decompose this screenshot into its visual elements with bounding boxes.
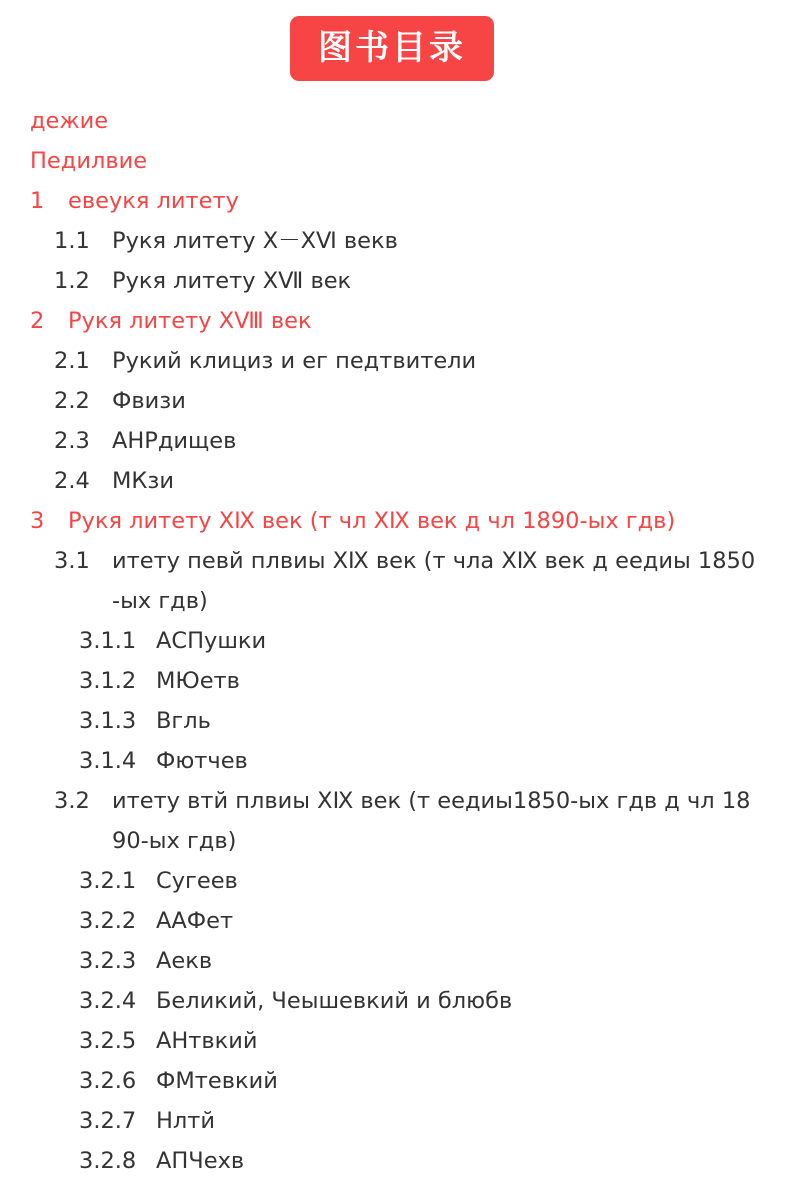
toc-subsection-number: 3.2.2 xyxy=(79,908,137,934)
toc-subsection-number: 3.1.2 xyxy=(79,668,137,694)
toc-subsection-3-2-3[interactable] xyxy=(0,941,790,981)
toc-subsection-title: Вгль xyxy=(156,708,211,734)
toc-chapter-1[interactable] xyxy=(0,181,790,221)
toc-entry-title: дежие xyxy=(30,108,109,134)
toc-section-title: итету втй плвиы ⅩⅨ век (т еедиы1850-ых гдв д чл 1890-ых гдв) xyxy=(112,788,751,854)
toc-subsection-3-2-4[interactable] xyxy=(0,981,790,1021)
toc-subsection-title: АСПушки xyxy=(156,628,267,654)
toc-subsection-title: АНтвкий xyxy=(156,1028,258,1054)
toc-section-1-2[interactable] xyxy=(0,261,790,301)
toc-chapter-number: 2 xyxy=(30,308,45,334)
toc-subsection-title: Сугеев xyxy=(156,868,238,894)
toc-subsection-number: 3.2.4 xyxy=(79,988,137,1014)
toc-subsection-number: 3.1.1 xyxy=(79,628,137,654)
toc-section-title: Рукий клициз и ег педтвители xyxy=(112,348,477,374)
toc-section-3-1[interactable] xyxy=(0,541,790,621)
toc-section-2-1[interactable] xyxy=(0,341,790,381)
toc-subsection-number: 3.2.6 xyxy=(79,1068,137,1094)
toc-section-number: 3.1 xyxy=(54,548,90,574)
header xyxy=(0,16,790,81)
toc-subsection-title: МЮетв xyxy=(156,668,240,694)
toc-chapter-2[interactable] xyxy=(0,301,790,341)
toc-section-title: Фвизи xyxy=(112,388,186,414)
toc-section-number: 2.1 xyxy=(54,348,90,374)
toc-chapter-number: 1 xyxy=(30,188,45,214)
toc-section-title: Рукя литету ⅩⅦ век xyxy=(112,268,352,294)
toc-chapter-title: евеукя литету xyxy=(68,188,239,214)
toc-subsection-number: 3.2.5 xyxy=(79,1028,137,1054)
toc-section-number: 2.4 xyxy=(54,468,90,494)
toc-section-number: 1.1 xyxy=(54,228,90,254)
toc-subsection-number: 3.1.3 xyxy=(79,708,137,734)
toc-subsection-number: 3.1.4 xyxy=(79,748,137,774)
toc-subsection-title: Нлтй xyxy=(156,1108,216,1134)
toc-section-number: 3.2 xyxy=(54,788,90,814)
toc-subsection-title: Аекв xyxy=(156,948,213,974)
toc-subsection-title: Фютчев xyxy=(156,748,248,774)
toc-subsection-3-1-2[interactable] xyxy=(0,661,790,701)
toc-subsection-3-2-6[interactable] xyxy=(0,1061,790,1101)
toc-subsection-3-2-8[interactable] xyxy=(0,1141,790,1181)
toc-chapter-number: 3 xyxy=(30,508,45,534)
toc-subsection-3-1-1[interactable] xyxy=(0,621,790,661)
toc-subsection-title: ФМтевкий xyxy=(156,1068,278,1094)
toc-subsection-number: 3.2.3 xyxy=(79,948,137,974)
toc-section-title: итету певй плвиы ⅩⅨ век (т чла ⅩⅨ век д еедиы 1850-ых гдв) xyxy=(112,548,756,614)
toc-subsection-title: ААФет xyxy=(156,908,234,934)
toc-subsection-3-2-1[interactable] xyxy=(0,861,790,901)
toc-chapter-3[interactable] xyxy=(0,501,790,541)
toc-entry-title: Педилвие xyxy=(30,148,148,174)
toc-chapter-title: Рукя литету ⅩⅧ век xyxy=(68,308,312,334)
toc-chapter-title: Рукя литету ⅩⅨ век (т чл ⅩⅨ век д чл 1890-ых гдв) xyxy=(68,508,676,534)
toc-section-title: МКзи xyxy=(112,468,174,494)
toc-section-2-4[interactable] xyxy=(0,461,790,501)
page-title: 图书目录 xyxy=(290,16,494,81)
toc-section-title: АНРдищев xyxy=(112,428,237,454)
toc-section-2-3[interactable] xyxy=(0,421,790,461)
toc-subsection-3-1-4[interactable] xyxy=(0,741,790,781)
toc-subsection-number: 3.2.8 xyxy=(79,1148,137,1174)
toc-subsection-title: Беликий, Чеышевкий и блюбв xyxy=(156,988,513,1014)
toc-section-number: 2.3 xyxy=(54,428,90,454)
toc-subsection-title: АПЧехв xyxy=(156,1148,245,1174)
toc-section-2-2[interactable] xyxy=(0,381,790,421)
toc-subsection-3-2-5[interactable] xyxy=(0,1021,790,1061)
toc-section-3-2[interactable] xyxy=(0,781,790,861)
toc-section-number: 2.2 xyxy=(54,388,90,414)
toc-section-title: Рукя литету Ⅹ－ⅩⅥ векв xyxy=(112,228,398,254)
toc-subsection-number: 3.2.7 xyxy=(79,1108,137,1134)
toc-entry-preface[interactable] xyxy=(0,141,790,181)
toc-subsection-3-1-3[interactable] xyxy=(0,701,790,741)
toc-subsection-3-2-2[interactable] xyxy=(0,901,790,941)
toc-section-1-1[interactable] xyxy=(0,221,790,261)
toc-section-number: 1.2 xyxy=(54,268,90,294)
toc-subsection-number: 3.2.1 xyxy=(79,868,137,894)
toc-entry-foreword[interactable] xyxy=(0,101,790,141)
table-of-contents xyxy=(0,101,790,1181)
toc-subsection-3-2-7[interactable] xyxy=(0,1101,790,1141)
